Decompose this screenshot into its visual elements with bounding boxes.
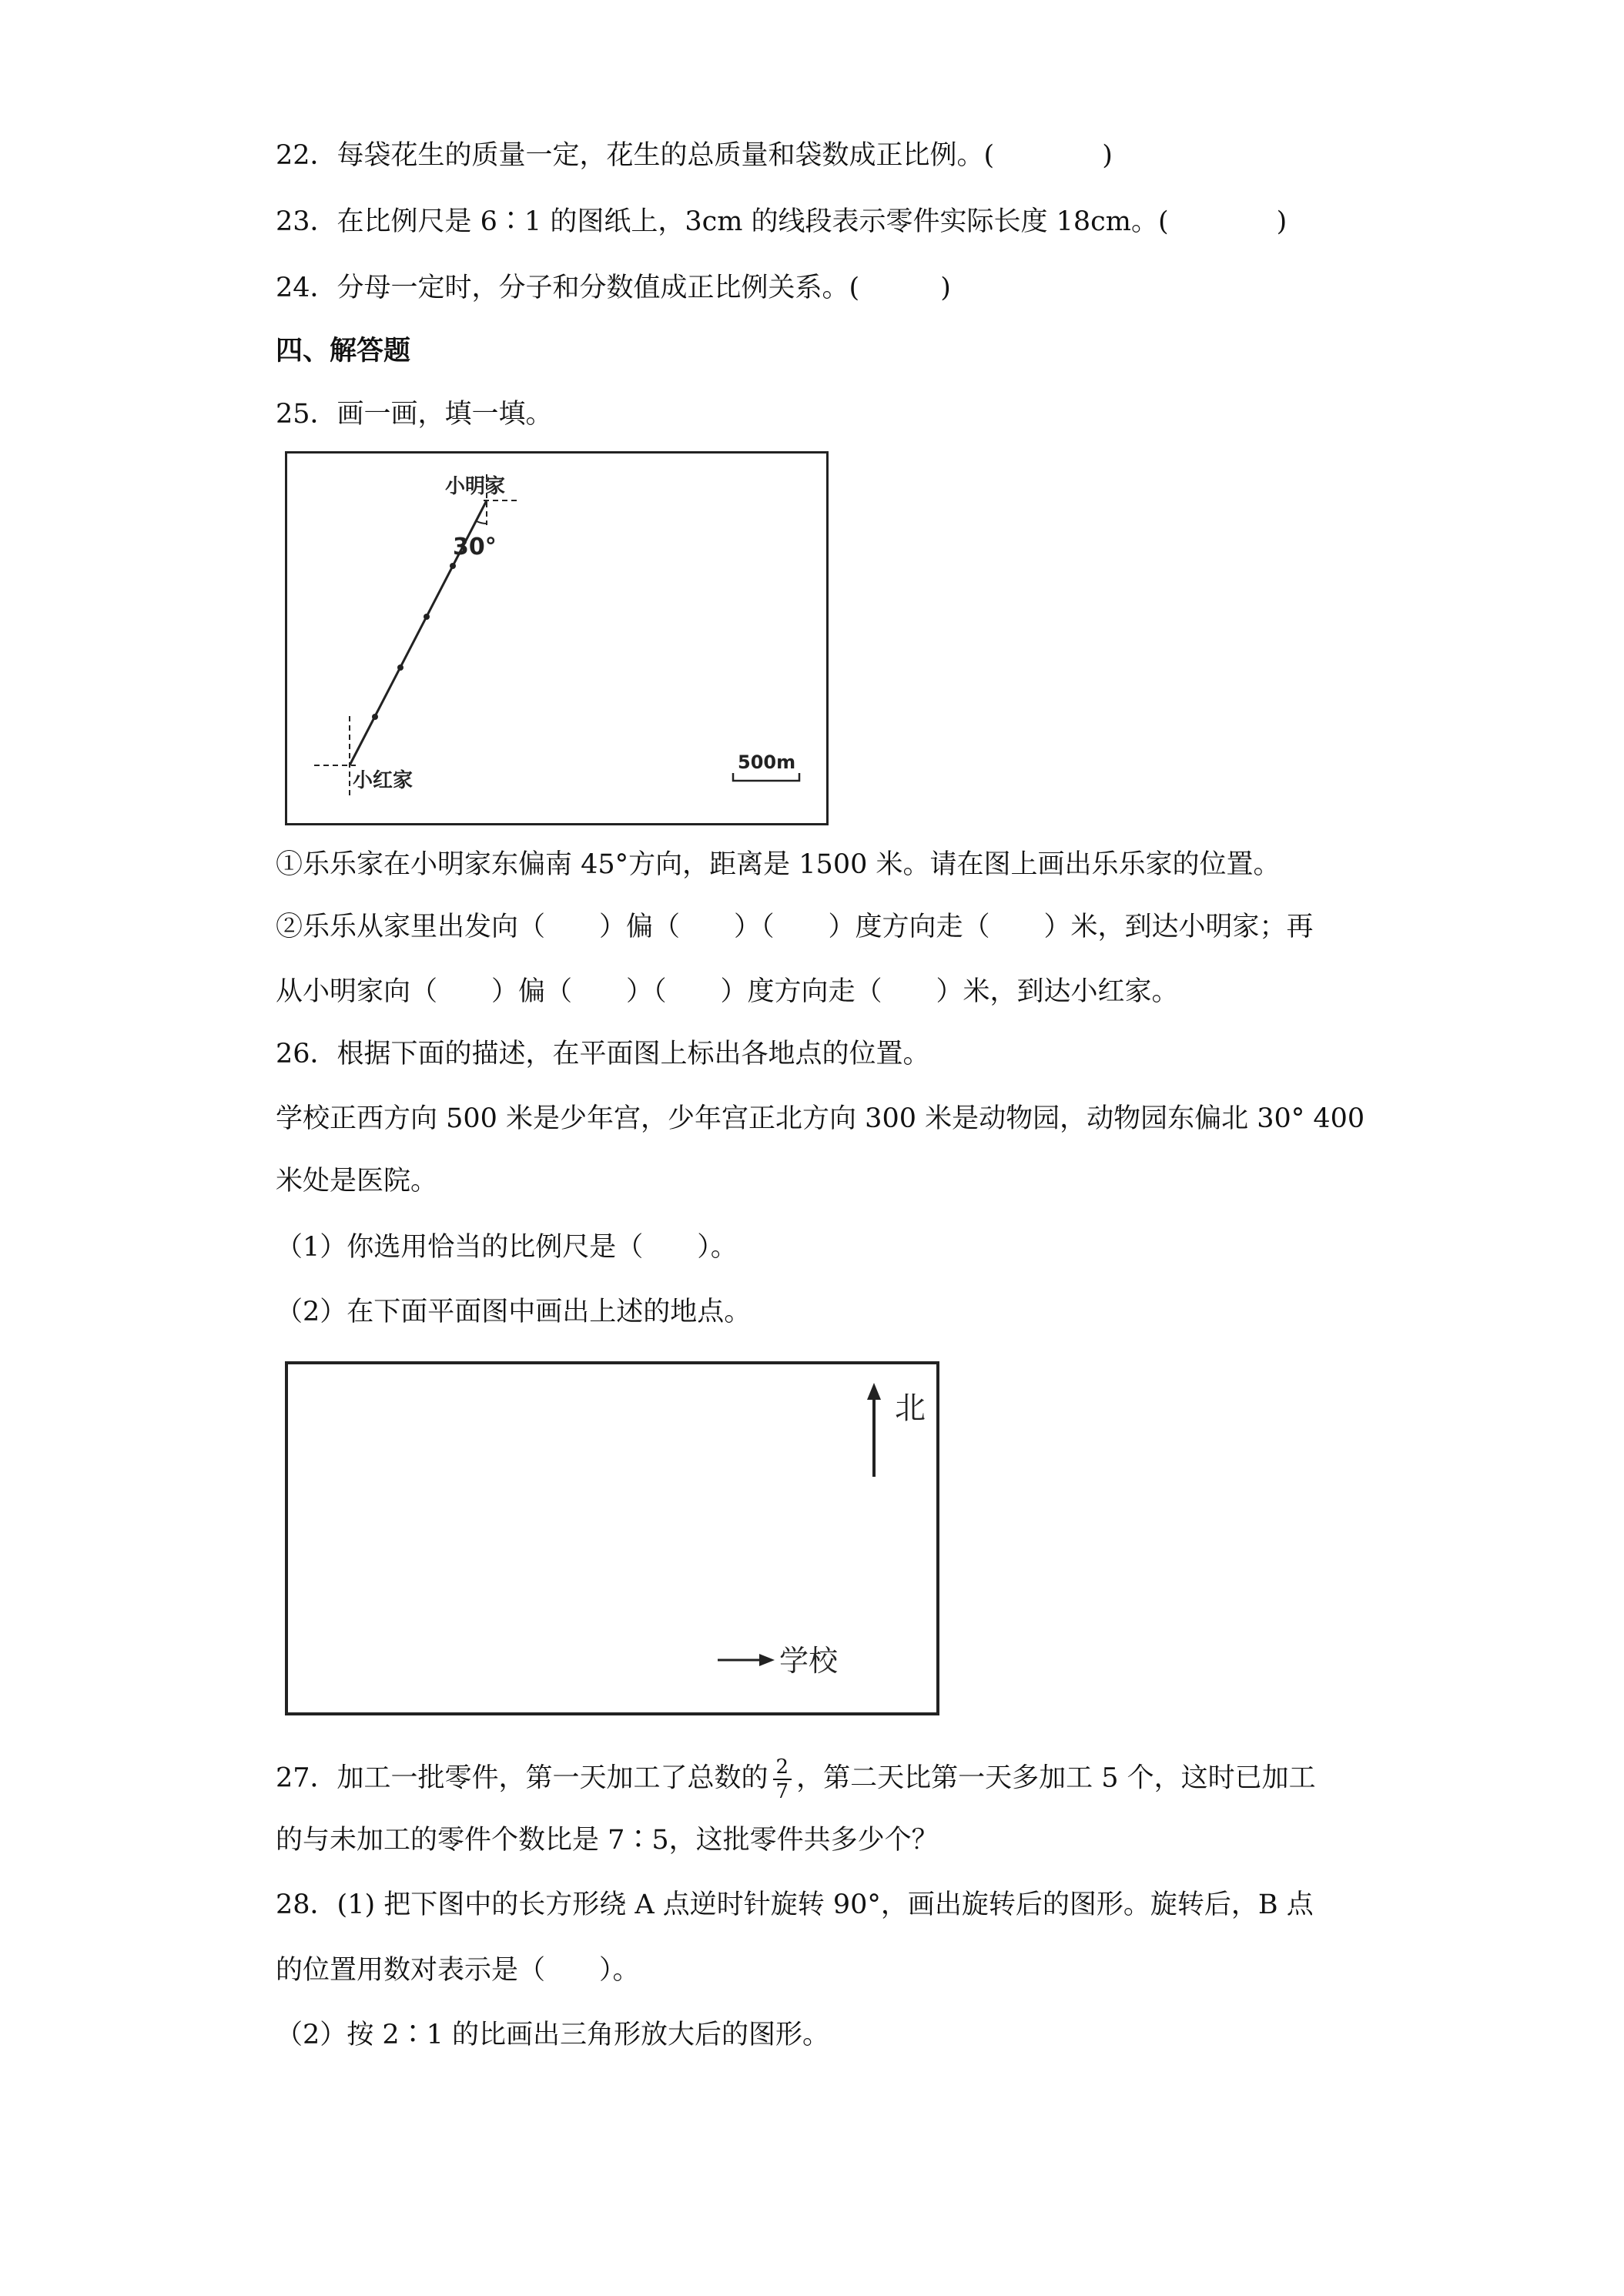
route-point <box>450 563 456 569</box>
question-28-part-1-line1: 28．(1) 把下图中的长方形绕 A 点逆时针旋转 90°，画出旋转后的图形。旋转后，B 点 <box>276 1889 1314 1920</box>
route-point <box>424 614 430 620</box>
question-28-part-1-line2: 的位置用数对表示是（ ）。 <box>276 1955 640 1986</box>
question-22: 22．每袋花生的质量一定，花生的总质量和袋数成正比例。( ) <box>276 140 1113 171</box>
scale-label: 500m <box>738 751 796 773</box>
fraction <box>773 1755 792 1803</box>
question-26-part-2: （2）在下面平面图中画出上述的地点。 <box>276 1297 752 1327</box>
question-26: 26．根据下面的描述，在平面图上标出各地点的位置。 <box>276 1039 930 1069</box>
route-point <box>397 664 403 671</box>
question-27-line2: 的与未加工的零件个数比是 7∶5，这批零件共多少个？ <box>276 1825 939 1856</box>
question-28-part-2: （2）按 2∶1 的比画出三角形放大后的图形。 <box>276 2020 830 2050</box>
question-26-part-1: （1）你选用恰当的比例尺是（ ）。 <box>276 1232 738 1263</box>
question-23: 23．在比例尺是 6∶1 的图纸上，3cm 的线段表示零件实际长度 18cm。( ) <box>276 206 1287 237</box>
question-27-text-b: ，第二天比第一天多加工 5 个，这时已加工 <box>796 1762 1316 1794</box>
angle-arc <box>477 521 487 524</box>
north-arrow-icon <box>867 1383 881 1400</box>
question-26-description-line1: 学校正西方向 500 米是少年宫，少年宫正北方向 300 米是动物园，动物园东偏北 30° 400 <box>276 1103 1365 1134</box>
question-25-part-2-line1: ②乐乐从家里出发向（ ）偏（ ）（ ）度方向走（ ）米，到达小明家；再 <box>276 912 1314 942</box>
north-label: 北 <box>895 1391 926 1426</box>
fraction-numerator: 2 <box>773 1755 792 1780</box>
plan-map-figure <box>285 1361 939 1715</box>
section-heading: 四、解答题 <box>276 335 411 366</box>
label-xiaoming-home: 小明家 <box>445 475 506 498</box>
school-arrow-icon <box>759 1654 775 1666</box>
angle-label: 30° <box>453 534 497 561</box>
scale-bar <box>733 773 799 781</box>
question-24: 24．分母一定时，分子和分数值成正比例关系。( ) <box>276 273 951 303</box>
figure-border <box>286 1363 938 1714</box>
fraction-denominator: 7 <box>775 1780 789 1803</box>
route-point <box>372 714 378 720</box>
question-26-description-line2: 米处是医院。 <box>276 1166 438 1197</box>
question-27-line1 <box>276 1755 1316 1803</box>
question-25-part-1: ①乐乐家在小明家东偏南 45°方向，距离是 1500 米。请在图上画出乐乐家的位置。 <box>276 849 1281 880</box>
question-27-text-a: 27．加工一批零件，第一天加工了总数的 <box>276 1762 768 1794</box>
question-25: 25．画一画，填一填。 <box>276 399 553 430</box>
question-25-part-2-line2: 从小明家向（ ）偏（ ）（ ）度方向走（ ）米，到达小红家。 <box>276 976 1179 1007</box>
school-label: 学校 <box>779 1644 839 1678</box>
direction-map-figure <box>285 451 829 825</box>
label-xiaohong-home: 小红家 <box>353 769 414 792</box>
